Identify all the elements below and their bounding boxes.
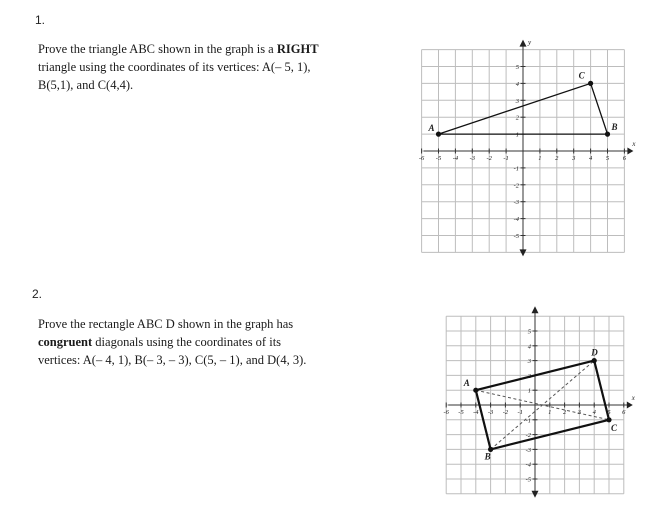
vertex-label: A: [428, 123, 435, 134]
y-tick-label: 2: [527, 372, 531, 380]
problem-1-keyword: RIGHT: [276, 42, 319, 56]
y-tick-label: 4: [515, 80, 519, 88]
x-tick-label: -5: [435, 155, 442, 162]
problem-2-line-2-text: diagonals using the coordinates of its: [92, 335, 282, 349]
x-axis-label: x: [632, 140, 636, 148]
x-tick-label: -1: [517, 409, 523, 416]
vertex-point: [588, 81, 593, 86]
x-tick-label: 4: [588, 155, 593, 162]
y-tick-label: 3: [527, 358, 531, 366]
x-tick-label: 3: [577, 409, 582, 416]
vertex-label: B: [484, 451, 491, 462]
problem-1-coordinate-graph: [418, 40, 648, 270]
x-tick-label: 1: [548, 409, 552, 416]
x-tick-label: 5: [607, 409, 611, 416]
y-tick-label: 1: [515, 131, 519, 139]
vertex-label: D: [591, 347, 598, 358]
y-tick-label: 5: [527, 328, 531, 336]
y-tick-label: 2: [515, 114, 519, 122]
y-tick-label: -1: [513, 165, 519, 173]
y-axis-arrow-icon: [520, 40, 527, 47]
x-tick-label: -6: [443, 409, 449, 416]
y-tick-label: -2: [513, 182, 519, 190]
problem-1-line-1-text: Prove the triangle ABC shown in the graph is a: [38, 42, 277, 56]
x-tick-label: -3: [487, 409, 494, 416]
x-tick-label: -2: [486, 155, 492, 162]
y-tick-label: 5: [515, 64, 519, 71]
y-tick-label: -5: [513, 233, 519, 240]
y-tick-label: -1: [525, 417, 531, 425]
problem-1-line-3: B(5,1), and C(4,4).: [38, 78, 134, 92]
x-tick-label: -4: [473, 409, 479, 416]
y-tick-label: -4: [513, 216, 519, 224]
x-axis-arrow-icon: [627, 148, 633, 155]
y-tick-label: 3: [515, 97, 519, 105]
vertex-label: A: [463, 378, 470, 389]
y-tick-label: -5: [525, 476, 531, 484]
x-tick-label: 6: [622, 155, 627, 162]
x-tick-label: -3: [469, 155, 476, 162]
x-tick-label: 1: [538, 155, 542, 162]
x-tick-label: 2: [555, 155, 559, 162]
x-tick-label: -6: [418, 155, 425, 162]
y-tick-label: -2: [525, 432, 531, 440]
problem-2-line-2: [38, 333, 398, 351]
vertex-point: [605, 132, 610, 137]
vertex-label: B: [611, 122, 618, 133]
x-tick-label: 2: [562, 409, 567, 416]
x-tick-label: 5: [605, 155, 610, 162]
problem-1-line-1: [38, 40, 398, 58]
problem-2-line-3: vertices: A(– 4, 1), B(– 3, – 3), C(5, – 1), and D(4, 3).: [38, 353, 307, 367]
vertex-label: C: [611, 422, 618, 433]
vertex-label: C: [578, 70, 585, 81]
x-tick-label: -4: [452, 155, 459, 162]
x-tick-label: 4: [592, 409, 596, 416]
x-tick-label: -1: [503, 155, 509, 162]
x-axis-label: x: [631, 394, 635, 402]
y-axis-arrow-icon: [532, 306, 539, 313]
y-tick-label: -4: [525, 461, 531, 469]
problem-2-line-1: Prove the rectangle ABC D shown in the graph has: [38, 317, 294, 331]
y-tick-label: 4: [527, 343, 531, 351]
y-tick-label: 1: [527, 387, 531, 395]
y-tick-label: -3: [525, 446, 531, 454]
x-tick-label: -2: [502, 409, 509, 416]
x-tick-label: 3: [572, 155, 576, 162]
problem-2-coordinate-graph: [418, 303, 648, 513]
problem-1-number: 1.: [35, 13, 46, 27]
y-axis-label: y: [528, 38, 532, 47]
problem-1-line-2: triangle using the coordinates of its vertices: A(– 5, 1),: [38, 60, 311, 74]
problem-2-number: 2.: [32, 287, 43, 301]
problem-1-prompt: [38, 40, 398, 94]
problem-2-keyword: congruent: [38, 335, 93, 349]
x-tick-label: 6: [622, 409, 626, 416]
vertex-point: [473, 388, 478, 393]
x-axis-arrow-icon: [627, 402, 633, 409]
vertex-point: [606, 417, 611, 422]
y-tick-label: -3: [513, 199, 519, 207]
vertex-point: [592, 358, 597, 363]
problem-2-prompt: [38, 315, 398, 369]
x-tick-label: -5: [458, 409, 464, 416]
vertex-point: [436, 132, 441, 137]
